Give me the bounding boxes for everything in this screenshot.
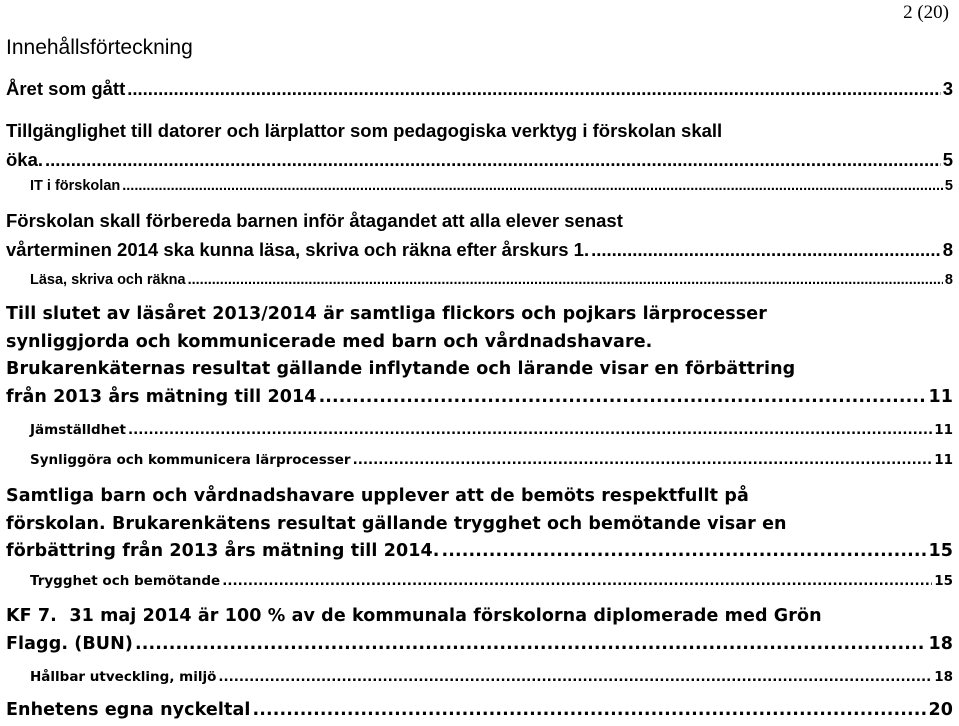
toc-entry-text: Brukarenkäternas resultat gällande inflytande och lärande visar en förbättring (6, 359, 796, 379)
dot-leader (218, 669, 932, 685)
dot-leader (442, 538, 927, 566)
toc-page-number: 18 (928, 633, 953, 654)
toc-entry[interactable] (6, 483, 953, 566)
toc-entry-text: Synliggöra och kommunicera lärprocesser (30, 452, 351, 468)
toc-entry-text: förskolan. Brukarenkätens resultat gällande trygghet och bemötande visar en (6, 513, 787, 534)
toc-page-number: 11 (934, 422, 953, 438)
toc-page-number: 18 (934, 669, 953, 685)
toc-entry[interactable] (30, 669, 953, 685)
toc-entry[interactable] (30, 573, 953, 589)
toc-entry-text: Flagg. (BUN) (6, 633, 133, 654)
dot-leader (353, 452, 933, 468)
toc-entry-text: Trygghet och bemötande (30, 573, 221, 589)
toc-entry-text: synliggjorda och kommunicerade med barn och vårdnadshavare. (6, 331, 653, 352)
toc-entry-text: från 2013 års mätning till 2014 (6, 386, 317, 407)
toc-page-number: 3 (942, 78, 953, 99)
toc-entry-text: vårterminen 2014 ska kunna läsa, skriva och räkna efter årskurs 1. (6, 239, 590, 260)
toc-page-number: 15 (928, 541, 953, 561)
dot-leader (128, 422, 932, 438)
toc-entry[interactable] (6, 700, 953, 720)
toc-entry-text: Tillgänglighet till datorer och lärplattor som pedagogiska verktyg i förskolan skall (6, 120, 723, 141)
toc-page-number: 20 (928, 700, 953, 720)
dot-leader (122, 178, 943, 194)
toc-entry-text: Jämställdhet (30, 422, 126, 438)
toc-entry[interactable] (6, 116, 953, 174)
dot-leader (591, 235, 941, 264)
dot-leader (252, 700, 926, 720)
toc-entry[interactable] (30, 422, 953, 438)
toc-entry[interactable] (30, 178, 953, 194)
toc-entry-text: Året som gått (6, 78, 126, 99)
toc-entry[interactable] (6, 301, 953, 411)
toc-entry-text: förbättring från 2013 års mätning till 2014. (6, 541, 440, 561)
toc-page-number: 8 (944, 272, 953, 288)
toc-page-number: 15 (934, 573, 953, 589)
dot-leader (127, 78, 940, 100)
toc-entry-text: Enhetens egna nyckeltal (6, 700, 251, 720)
toc-entry[interactable] (30, 272, 953, 288)
toc-title: Innehållsförteckning (6, 36, 193, 59)
dot-leader (45, 145, 941, 174)
dot-leader (188, 272, 943, 288)
toc-entry[interactable] (6, 603, 953, 658)
toc-entry-text: IT i förskolan (30, 178, 121, 194)
toc-page-number: 11 (928, 386, 953, 407)
toc-entry-text: KF 7. 31 maj 2014 är 100 % av de kommunala förskolorna diplomerade med Grön (6, 606, 822, 626)
dot-leader (319, 384, 927, 412)
toc-page-number: 5 (944, 178, 953, 194)
toc-entry-text: Hållbar utveckling, miljö (30, 669, 217, 685)
dot-leader (222, 573, 932, 589)
toc-entry[interactable] (6, 78, 953, 100)
toc-entry-text: Samtliga barn och vårdnadshavare upplever att de bemöts respektfullt på (6, 486, 749, 506)
toc-entry-text: Läsa, skriva och räkna (30, 272, 186, 288)
toc-page-number: 5 (942, 149, 953, 170)
toc-entry-text: Förskolan skall förbereda barnen inför åtagandet att alla elever senast (6, 210, 623, 231)
toc-page-number: 11 (934, 452, 953, 468)
toc-entry[interactable] (6, 206, 953, 264)
toc-page-number: 8 (942, 239, 953, 260)
dot-leader (135, 631, 926, 659)
toc-entry-text: Till slutet av läsåret 2013/2014 är samtliga flickors och pojkars lärprocesser (6, 304, 767, 324)
page-number: 2 (20) (903, 2, 949, 23)
toc-entry-text: öka. (6, 149, 44, 170)
toc-entry[interactable] (30, 452, 953, 468)
